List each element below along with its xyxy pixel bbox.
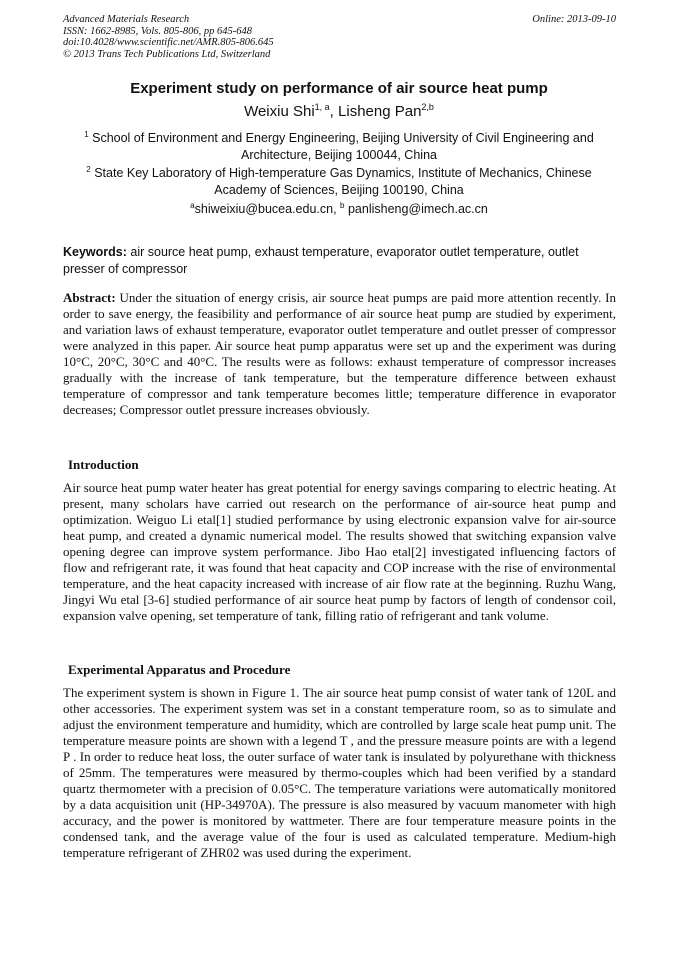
keywords-label: Keywords:: [63, 245, 127, 259]
email-a-mark: a: [190, 201, 195, 210]
abstract-text: Under the situation of energy crisis, air source heat pumps are paid more attention recently. In order to save energy, the feasibility and performance of air source heat pump are studied by experiment, and variation laws of exhaust temperature, evaporator outlet temperature and outlet presser of compressor were analyzed in this paper. Air source heat pump apparatus were set up and the experiment was during 10°C, 20°C, 30°C and 40°C. The results were as follows: exhaust temperature of compressor increases gradually with the increase of tank temperature, but the temperature difference between exhaust temperature of compressor and tank temperature becomes little; temperature difference in evaporator decreases; Compressor outlet pressure increases obviously.: [63, 290, 616, 417]
abstract: [63, 290, 616, 418]
affiliation-1: [78, 130, 600, 164]
online-date: Online: 2013-09-10: [532, 14, 616, 25]
affiliation-2-text: State Key Laboratory of High-temperature Gas Dynamics, Institute of Mechanics, Chinese Academy of Sciences, Beijing 100190, China: [90, 166, 592, 197]
journal-header: [63, 14, 616, 60]
author-1: Weixiu Shi: [244, 103, 315, 120]
introduction-text: Air source heat pump water heater has great potential for energy savings comparing to electric heating. At present, many scholars have carried out research on the performance of air-source heat pump and optimization. Weiguo Li etal[1] studied performance by using electronic expansion valve for air-source heat pump, and created a dynamic numerical model. The results showed that switching expansion valve opening degree can improve system performance. Jibo Hao etal[2] investigated influencing factors of flow and refrigerant rate, it was found that heat capacity and COP increase with the rise of environmental temperature, and the heat capacity increased with increase of air flow rate at the beginning. Ruzhu Wang, Jingyi Wu etal [3-6] studied performance of air source heat pump by factors of length of condensor coil, expansion valve opening, set temperature of tank, filling ratio of refrigerant and tank volume.: [63, 480, 616, 623]
experimental-paragraph: [63, 685, 616, 861]
keywords: [63, 244, 616, 278]
keywords-text: air source heat pump, exhaust temperature, evaporator outlet temperature, outlet presser of compressor: [63, 245, 579, 276]
abstract-label: Abstract:: [63, 290, 116, 305]
affiliation-1-text: School of Environment and Energy Engineering, Beijing University of Civil Engineering and Architecture, Beijing 100044, China: [88, 131, 594, 162]
section-heading-experimental: Experimental Apparatus and Procedure: [68, 662, 291, 677]
affiliation-1-mark: 1: [84, 130, 89, 139]
affiliation-2-mark: 2: [86, 165, 91, 174]
section-heading-introduction: Introduction: [68, 457, 139, 472]
author-1-affiliation-mark: 1, a: [314, 102, 330, 112]
journal-name: Advanced Materials Research: [63, 14, 190, 25]
affiliation-2: [78, 165, 600, 199]
author-2-affiliation-mark: 2,b: [421, 102, 434, 112]
author-2: Lisheng Pan: [338, 103, 422, 120]
experimental-text: The experiment system is shown in Figure 1. The air source heat pump consist of water tank of 120L and other accessories. The experiment system was set in a constant temperature room, so as to simulate and adjust the environment temperature and humidity, which are controlled by large scale heat pump unit. The temperature measure points are shown with a legend T , and the pressure measure points are with a legend P . In order to reduce heat loss, the outer surface of water tank is insulated by polyurethane with thickness of 25mm. The temperatures were measured by thermo-couples which had been verified by a standard quartz thermometer with a precision of 0.05°C. The temperature variations were automatically monitored by a data acquisition unit (HP-34970A). The pressure is also measured by vacuum manometer with high accuracy, and the power is monitored by wattmeter. There are four temperature measure points in the condensed tank, and the average value of the four is used as calculated temperature. Medium-high temperature refrigerant of ZHR02 was used during the experiment.: [63, 685, 616, 860]
email-b-mark: b: [340, 201, 345, 210]
author-separator: ,: [329, 103, 339, 120]
introduction-paragraph: [63, 480, 616, 624]
issn-line: ISSN: 1662-8985, Vols. 805-806, pp 645-648: [63, 25, 252, 37]
doi-line: doi:10.4028/www.scientific.net/AMR.805-806.645: [63, 37, 274, 48]
copyright-line: © 2013 Trans Tech Publications Ltd, Switzerland: [63, 48, 271, 60]
paper-title: Experiment study on performance of air source heat pump: [130, 80, 548, 97]
author-line: [0, 102, 678, 122]
author-emails: [0, 201, 678, 218]
email-a[interactable]: shiweixiu@bucea.edu.cn,: [194, 202, 341, 216]
email-b[interactable]: panlisheng@imech.ac.cn: [344, 202, 488, 216]
